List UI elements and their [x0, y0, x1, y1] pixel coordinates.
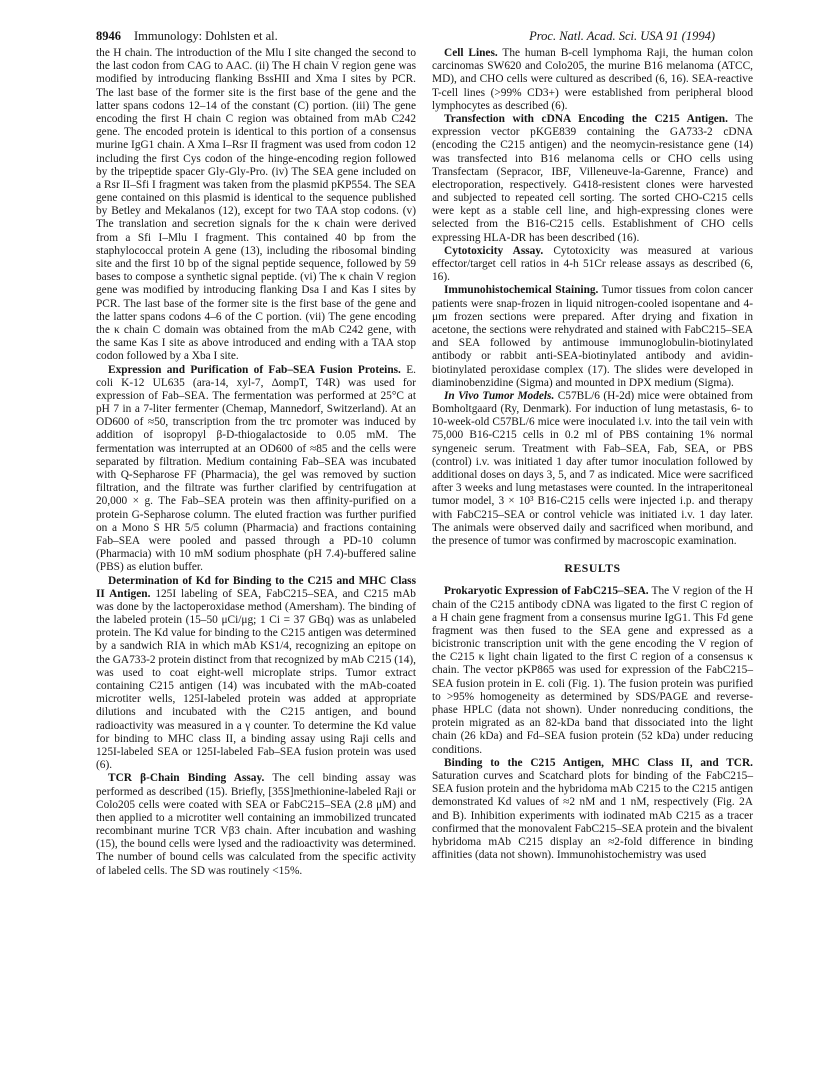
paragraph-transfection: Transfection with cDNA Encoding the C215 Antigen. The expression vector pKGE839 containing the GA733-2 cDNA (encoding the C215 antigen) and the neomycin-resistance gene (14) was transfected into B16 melanoma cells or CHO cells using Transfectam (Sepracor, IBF, Villeneuve-la-Garenne, France) and electroporation, respectively. G418-resistent clones were harvested and subjected to repeated cell sorting. The sorted CHO-C215 cells were kept as a stable cell line, and high-expressing clones were selected from the B16-C215 cells. Establishment of CHO cells expressing HLA-DR has been described (16).: [432, 112, 753, 244]
right-column: [432, 47, 753, 862]
paragraph-in-vivo: In Vivo Tumor Models. C57BL/6 (H-2d) mice were obtained from Bomholtgaard (Ry, Denmark). For induction of lung metastasis, 6- to 10-week-old C57BL/6 mice were inoculated i.v. into the tail vein with 75,000 B16-C215 cells in 0.2 ml of PBS containing 1% normal syngeneic serum. Treatment with Fab–SEA, Fab, SEA, or PBS (control) i.v. was initiated 1 day after tumor inoculation followed by additional doses on days 3, 5, and 7 as indicated. Mice were sacrificed after 3 weeks and lung metastases were counted. In the intraperitoneal tumor model, 3 × 10³ B16-C215 cells were injected i.p. and therapy with FabC215–SEA or control vehicle was initiated i.v. 1 day later. The animals were observed daily and sacrificed when moribund, and the presence of tumor was confirmed by macroscopic examination.: [432, 389, 753, 547]
paragraph-cytotoxicity: Cytotoxicity Assay. Cytotoxicity was measured at various effector/target cell ratios in 4-h 51Cr release assays as described (6, 16).: [432, 244, 754, 284]
section-heading-immunohistochemistry: Immunohistochemical Staining.: [444, 284, 599, 297]
results-heading: RESULTS: [564, 561, 621, 576]
paragraph-construct-continued: the H chain. The introduction of the Mlu I site changed the second to the last codon from CAG to AAC. (ii) The H chain V region gene was modified by introducing flanking BssHII and Xma I sites by PCR. The last base of the former site is the first base of the gene and the latter spans codons 12–14 of the constant (C) portion. (iii) The gene encoding the first H chain C region was obtained from mAb C242 gene. The encoded protein is identical to this portion of a consensus murine IgG1 chain. A Xma I–Rsr II fragment was used from codon 12 including the first Cys codon of the hinge-encoding region followed by the tripeptide spacer Gly-Gly-Pro. (iv) The SEA gene included on a Rsr II–Sfi I fragment was taken from the plasmid pKP554. The SEA gene contained on this plasmid is identical to the sequence published by Betley and Mekalanos (12), except for two TAA stop codons. (v) The translation and secretion signals for the κ chain were derived from a Sfi I–Mlu I fragment. This contained 40 bp from the staphylococcal protein A gene (13), including the ribosomal binding site and the first 10 bp of the signal peptide sequence, followed by 59 bases to compose a synthetic signal peptide. (vi) The κ chain V region gene was modified by introducing flanking Dsa I and Kas I sites by PCR. The last base of the former site is the first base of the gene and the latter spans codons 4–6 of the C portion. (vii) The gene encoding the κ chain C domain was obtained from the mAb C242 gene, with the same Kas I site as above introduced and ending with a TAA stop codon followed by a Xba I site.: [96, 47, 416, 363]
page-number: 8946: [96, 29, 121, 43]
paragraph-prokaryotic: Prokaryotic Expression of FabC215–SEA. The V region of the H chain of the C215 antibody cDNA was ligated to the first C region of a H chain gene fragment from a consensus murine IgG1. This Fd gene fragment was then fused to the SEA gene and expressed as a bicistronic transcription unit with the gene encoding the V region of the C215 κ light chain ligated to the first C region of a consensus κ chain. The vector pKP865 was used for expression of the FabC215–SEA fusion protein in E. coli (Fig. 1). The fusion protein was purified to >95% homogeneity as determined by SDS/PAGE and reverse-phase HPLC (data not shown). Under nonreducing conditions, the protein migrated as an 82-kDa band that dissociated into the light chain (26 kDa) and Fd–SEA fusion protein (52 kDa) under reducing conditions.: [432, 585, 754, 756]
paragraph-binding: Binding to the C215 Antigen, MHC Class II, and TCR. Saturation curves and Scatchard plots for binding of the FabC215–SEA fusion protein and the hybridoma mAb C215 to the C215 antigen demonstrated Kd values of ≈2 nM and 1 nM, respectively (Fig. 2A and B). Inhibition experiments with iodinated mAb C215 as a tracer confirmed that the monovalent FabC215–SEA protein and the bivalent hybridoma mAb C215 display an ≈2-fold difference in binding affinities (data not shown). Immunohistochemistry was used: [432, 756, 753, 862]
paragraph-kd: Determination of Kd for Binding to the C215 and MHC Class II Antigen. 125I labeling of SEA, FabC215–SEA, and C215 mAb was done by the lactoperoxidase method (Amersham). The binding of the labeled protein (15–50 μCi/μg; 1 Ci = 37 GBq) was as unlabeled protein. The Kd value for binding to the C215 antigen was determined by a sandwich RIA in which mAb KS1/4, recognizing an epitope on the GA733-2 protein distinct from that recognized by mAb C215 (14), was used to coat eight-well microplate strips. Tumor extract containing C215 antigen (14) was incubated with the mAb-coated microtiter wells, 125I-labeled protein was added at appropriate dilutions and incubated with the C215 antigen, and bound radioactivity was measured in a γ counter. To determine the Kd value for binding to MHC class II, a binding assay using Raji cells and 125I-labeled SEA or 125I-labeled Fab–SEA fusion protein was used (6).: [96, 574, 416, 772]
section-heading-kd: Determination of Kd for Binding to the C215 and MHC Class II Antigen.: [96, 574, 416, 600]
paragraph-tcr: TCR β-Chain Binding Assay. The cell binding assay was performed as described (15). Briefly, [35S]methionine-labeled Raji or Colo205 cells were coated with SEA or FabC215–SEA (2.8 μM) and then applied to a microtiter well containing an immobilized truncated recombinant murine TCR Vβ3 chain. After incubation and washing (15), the bound cells were lysed and the radioactivity was determined. The number of bound cells was calculated from the specific activity of labeled cells. The SD was routinely <15%.: [96, 772, 417, 877]
section-heading-tcr: TCR β-Chain Binding Assay.: [108, 772, 265, 785]
section-heading-transfection: Transfection with cDNA Encoding the C215 Antigen.: [444, 112, 728, 125]
paragraph-expression: Expression and Purification of Fab–SEA Fusion Proteins. E. coli K-12 UL635 (ara-14, xyl-7, ΔompT, T4R) was used for expression of Fab–SEA. The fermentation was performed at 25°C at pH 7 in a 7-liter fermenter (Chemap, Mannedorf, Switzerland). At an OD600 of ≈50, transcription from the trc promoter was induced by addition of isopropyl β-D-thiogalactoside to 0.05 mM. The fermentation was interrupted at an OD600 of ≈85 and the cells were separated by filtration. Medium containing Fab–SEA was incubated with Q-Sepharose FF (Pharmacia), the gel was removed by suction filtration, and the filtrate was further clarified by centrifugation at 20,000 × g. The Fab–SEA protein was then affinity-purified on a protein G-Sepharose column. The eluted fraction was further purified on a Mono S HR 5/5 column (Pharmacia) and fractions containing Fab–SEA were pooled and passed through a PD-10 column (Pharmacia) with 10 mM sodium phosphate (pH 7.4)-buffered saline (PBS) as elution buffer.: [96, 363, 416, 574]
section-heading-cell-lines: Cell Lines.: [444, 47, 498, 59]
section-heading-binding: Binding to the C215 Antigen, MHC Class II, and TCR.: [444, 756, 753, 769]
section-heading-expression: Expression and Purification of Fab–SEA Fusion Proteins.: [108, 363, 401, 376]
paragraph-immunohistochemistry: Immunohistochemical Staining. Tumor tissues from colon cancer patients were snap-frozen in liquid nitrogen-cooled isopentane and 4-μm frozen sections were prepared. After drying and fixation in acetone, the sections were rehydrated and stained with FabC215–SEA and SEA followed by antimouse immunoglobulin-biotinylated antibody or rabbit anti-SEA-biotinylated antibody and avidin-biotinylated peroxidase complex (17). The slides were developed in diaminobenzidine (Sigma) and mounted in DPX medium (Sigma).: [432, 284, 753, 389]
journal-citation: Proc. Natl. Acad. Sci. USA 91 (1994): [529, 29, 715, 43]
section-heading-cytotoxicity: Cytotoxicity Assay.: [444, 244, 544, 257]
section-heading-prokaryotic: Prokaryotic Expression of FabC215–SEA.: [444, 585, 649, 598]
paragraph-cell-lines: Cell Lines. The human B-cell lymphoma Raji, the human colon carcinomas SW620 and Colo205, the murine B16 melanoma (ATCC, MD), and CHO cells were cultured as described (6, 16). SEA-reactive T-cell lines (>99% CD3+) were established from peripheral blood lymphocytes as described (6).: [432, 47, 754, 112]
left-column: [96, 47, 416, 878]
running-title: Immunology: Dohlsten et al.: [134, 29, 278, 43]
section-heading-in-vivo: In Vivo Tumor Models.: [444, 389, 555, 402]
